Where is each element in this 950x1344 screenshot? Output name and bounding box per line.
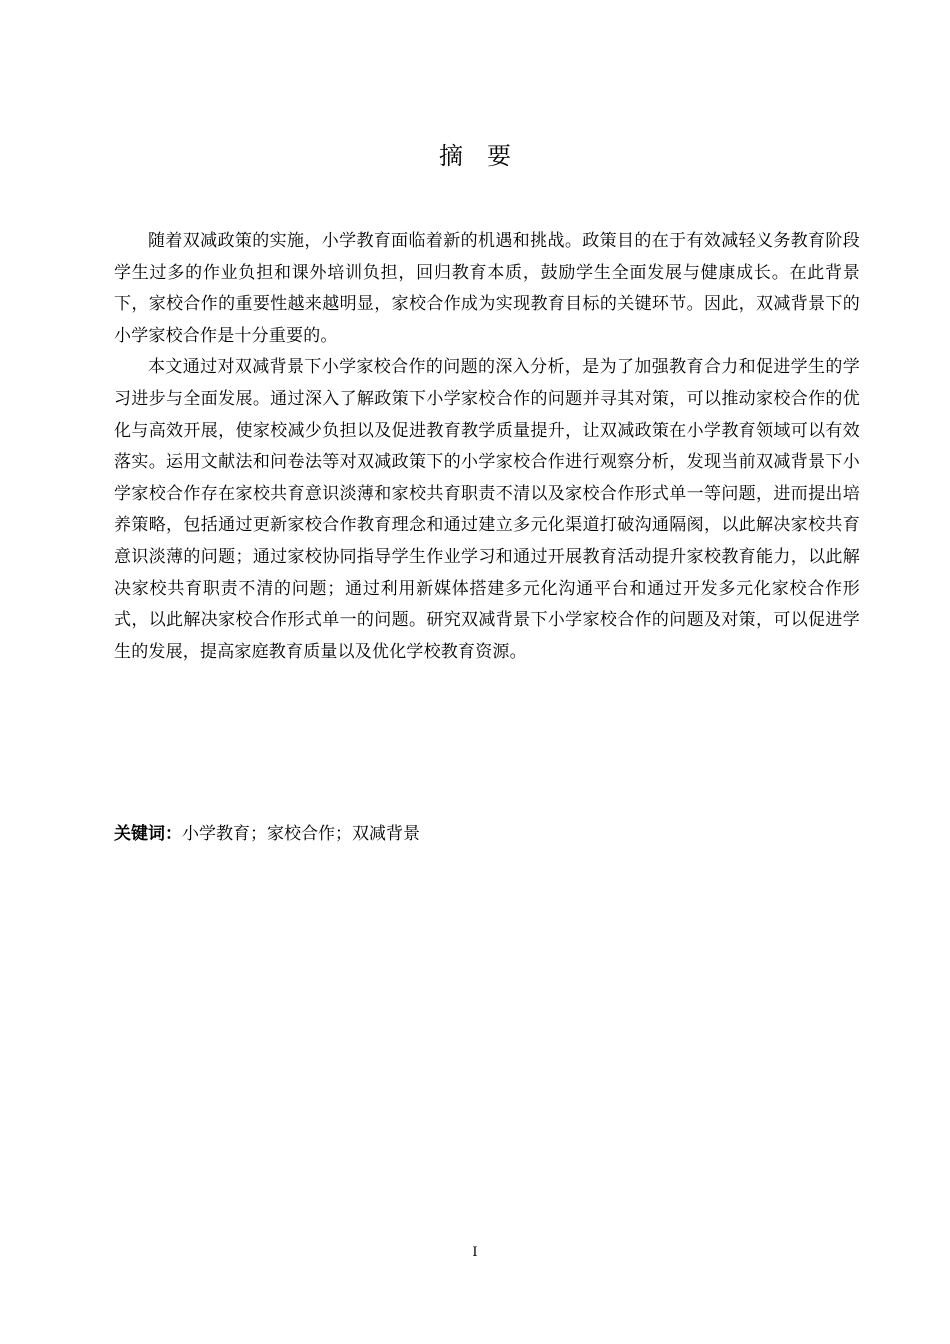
abstract-paragraph-1: 随着双减政策的实施，小学教育面临着新的机遇和挑战。政策目的在于有效减轻义务教育阶段学生过多的作业负担和课外培训负担，回归教育本质，鼓励学生全面发展与健康成长。在此背景下，家校合作的重要性越来越明显，家校合作成为实现教育目标的关键环节。因此，双减背景下的小学家校合作是十分重要的。 bbox=[114, 231, 860, 346]
keywords-label: 关键词： bbox=[114, 824, 182, 844]
page-title: 摘要 bbox=[439, 142, 535, 171]
keywords-value: 小学教育；家校合作；双减背景 bbox=[182, 824, 420, 844]
abstract-body bbox=[114, 226, 860, 668]
abstract-paragraph-2: 本文通过对双减背景下小学家校合作的问题的深入分析，是为了加强教育合力和促进学生的学习进步与全面发展。通过深入了解政策下小学家校合作的问题并寻其对策，可以推动家校合作的优化与高效开展，使家校减少负担以及促进教育教学质量提升，让双减政策在小学教育领域可以有效落实。运用文献法和问卷法等对双减政策下的小学家校合作进行观察分析，发现当前双减背景下小学家校合作存在家校共育意识淡薄和家校共育职责不清以及家校合作形式单一等问题，进而提出培养策略，包括通过更新家校合作教育理念和通过建立多元化渠道打破沟通隔阂，以此解决家校共育意识淡薄的问题；通过家校协同指导学生作业学习和通过开展教育活动提升家校教育能力，以此解决家校共育职责不清的问题；通过利用新媒体搭建多元化沟通平台和通过开发多元化家校合作形式，以此解决家校合作形式单一的问题。研究双减背景下小学家校合作的问题及对策，可以促进学生的发展，提高家庭教育质量以及优化学校教育资源。 bbox=[114, 357, 860, 662]
page-number: I bbox=[472, 1245, 478, 1260]
keywords-line bbox=[114, 818, 860, 850]
